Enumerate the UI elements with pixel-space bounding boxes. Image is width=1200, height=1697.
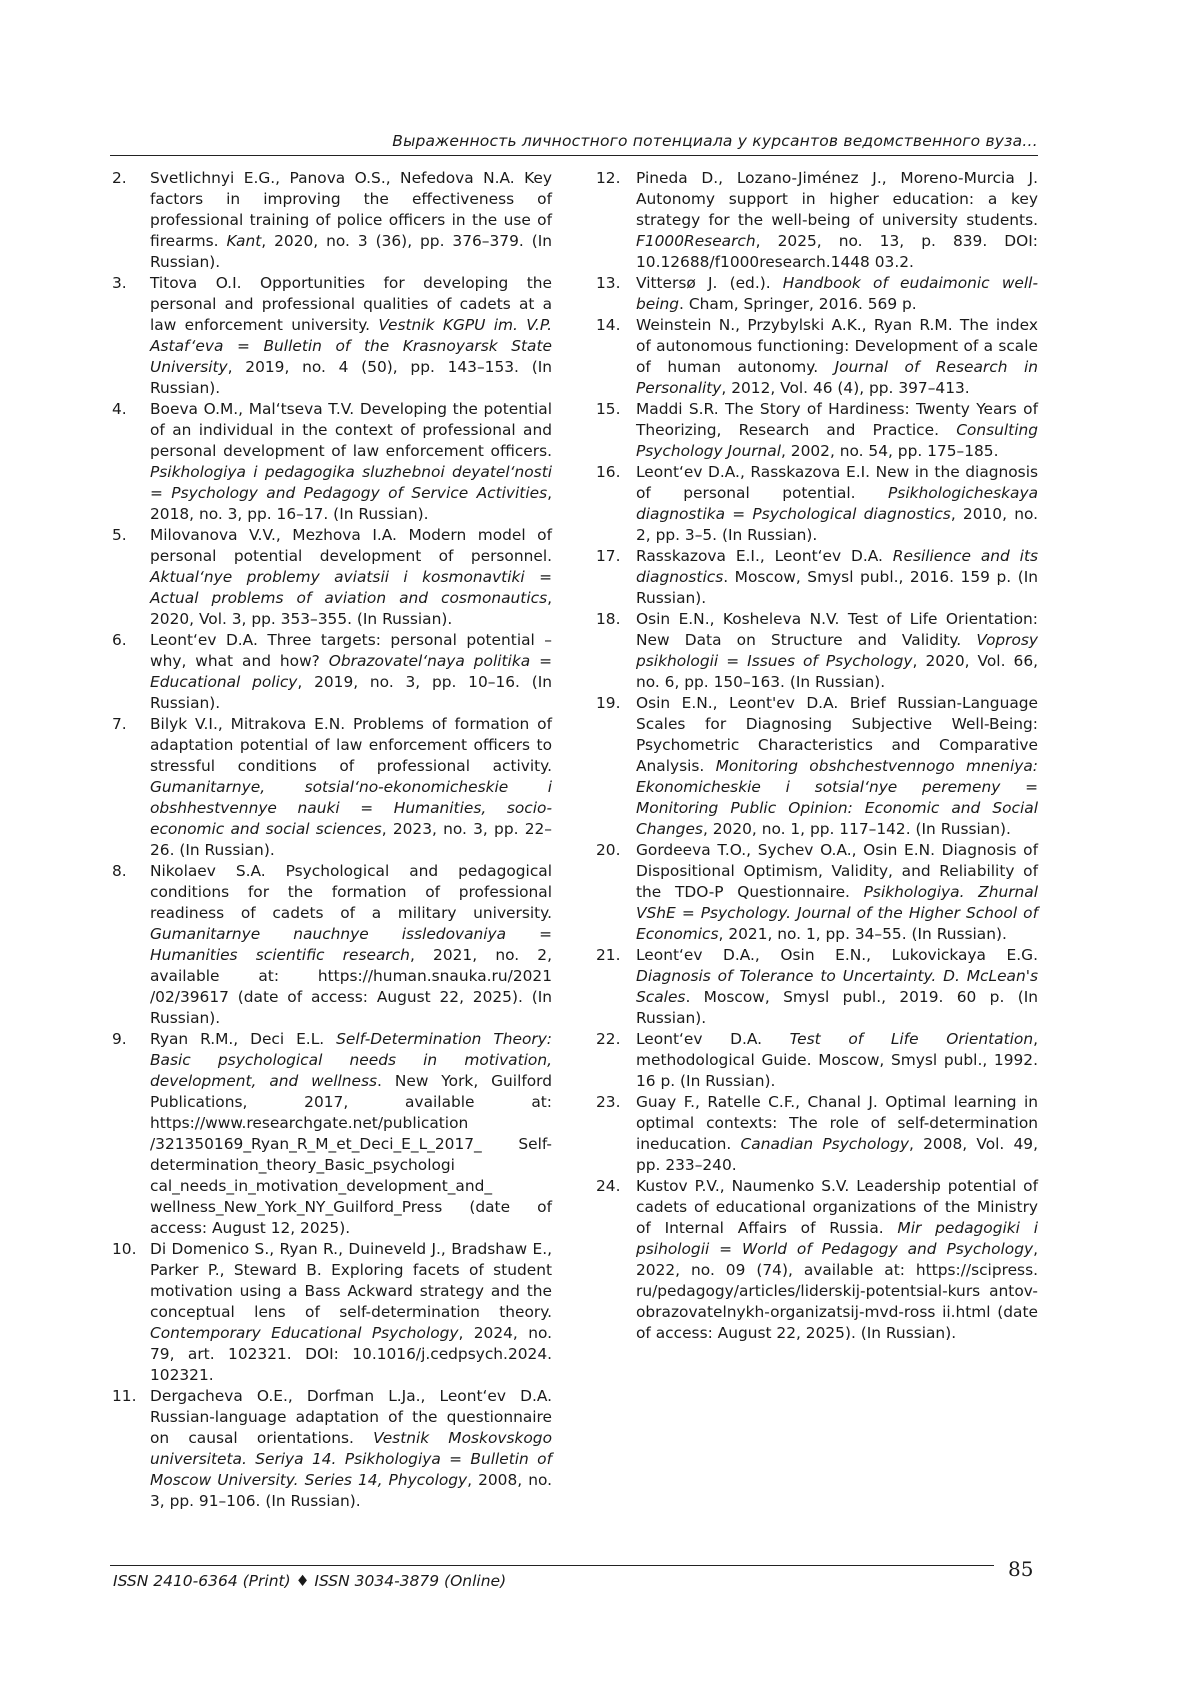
reference-fragment: Leont‘ev D.A., Osin E.N., Lukovickaya E.G. [636, 946, 1038, 964]
reference-item [112, 168, 552, 273]
reference-number: 22. [596, 1030, 621, 1048]
reference-fragment: Bilyk V.I., Mitrakova E.N. Problems of formation of adaptation potential of law enforcement officers to stressful conditions of professional activity. [150, 715, 552, 775]
reference-fragment: Milovanova V.V., Mezhova I.A. Modern model of personal potential development of personnel. [150, 526, 552, 565]
reference-fragment: Nikolaev S.A. Psychological and pedagogical conditions for the formation of professional readiness of cadets of a military university. [150, 862, 552, 922]
footer-rule [110, 1565, 994, 1566]
reference-text [636, 399, 1038, 462]
reference-item [596, 1029, 1038, 1092]
reference-source-title: Kant [226, 232, 262, 250]
reference-fragment: , 2021, no. 2, available at: https://human.snauka.ru/2021 /02/39617 (date of access: August 22, 2025). (In Russian). [150, 946, 552, 1027]
reference-source-title: Aktual‘nye problemy aviatsii i kosmonavtiki = Actual problems of aviation and cosmonautics [150, 568, 552, 607]
reference-fragment: . Moscow, Smysl publ., 2016. 159 p. (In Russian). [636, 568, 1038, 607]
reference-fragment: , 2025, no. 13, p. 839. DOI: 10.12688/f1000research.1448 03.2. [636, 232, 1038, 271]
reference-text [150, 861, 552, 1029]
reference-text [150, 168, 552, 273]
reference-text [636, 315, 1038, 399]
reference-fragment: , 2020, no. 1, pp. 117–142. (In Russian). [702, 820, 1011, 838]
reference-source-title: Diagnosis of Tolerance to Uncertainty. D. McLean's Scales [636, 967, 1038, 1006]
reference-fragment: Dergacheva O.E., Dorfman L.Ja., Leont‘ev D.A. Russian-language adaptation of the questionnaire on causal orientations. [150, 1387, 552, 1447]
reference-number: 3. [112, 274, 127, 292]
reference-fragment: Pineda D., Lozano-Jiménez J., Moreno-Murcia J. Autonomy support in higher education: a key strategy for the well-being of university students. [636, 169, 1038, 229]
issn-line: ISSN 2410-6364 (Print) ♦ ISSN 3034-3879 (Online) [113, 1572, 507, 1590]
reference-item [112, 273, 552, 399]
reference-fragment: , 2019, no. 4 (50), pp. 143–153. (In Russian). [150, 358, 552, 397]
reference-text [150, 399, 552, 525]
reference-source-title: Test of Life Orientation [789, 1030, 1034, 1048]
reference-fragment: , 2008, Vol. 49, pp. 233–240. [636, 1135, 1038, 1174]
reference-fragment: , 2019, no. 3, pp. 10–16. (In Russian). [150, 673, 552, 712]
reference-source-title: Contemporary Educational Psychology [150, 1324, 459, 1342]
reference-number: 23. [596, 1093, 621, 1111]
reference-fragment: , 2020, Vol. 3, pp. 353–355. (In Russian). [150, 589, 552, 628]
reference-text [636, 273, 1038, 315]
reference-fragment: Di Domenico S., Ryan R., Duineveld J., Bradshaw E., Parker P., Steward B. Exploring facets of student motivation using a Bass Ackward strategy and the conceptual lens of self-determination theory. [150, 1240, 552, 1321]
reference-number: 11. [112, 1387, 137, 1405]
reference-fragment: . Moscow, Smysl publ., 2019. 60 p. (In Russian). [636, 988, 1038, 1027]
reference-number: 6. [112, 631, 127, 649]
reference-item [596, 399, 1038, 462]
reference-number: 20. [596, 841, 621, 859]
reference-fragment: . New York, Guilford Publications, 2017, available at: https://www.researchgate.net/publication /321350169_Ryan_R_M_et_Deci_E_L_2017_ Self-determination_theory_Basic_psychologi cal_needs_in_motivation_development_and_ wellness_New_York_NY_Guilford_Press (date of access: August 12, 2025). [150, 1072, 553, 1237]
reference-text [150, 1386, 552, 1512]
reference-fragment: , 2024, no. 79, art. 102321. DOI: 10.1016/j.cedpsych.2024. 102321. [150, 1324, 552, 1384]
reference-source-title: Journal of Research in Personality [636, 358, 1038, 397]
references-left-column [112, 168, 552, 1512]
reference-number: 7. [112, 715, 127, 733]
reference-item [112, 1239, 552, 1386]
reference-fragment: , 2018, no. 3, pp. 16–17. (In Russian). [150, 484, 552, 523]
reference-item [112, 1029, 552, 1239]
reference-fragment: , 2023, no. 3, pp. 22–26. (In Russian). [150, 820, 552, 859]
reference-text [636, 840, 1038, 945]
reference-fragment: Vittersø J. (ed.). [636, 274, 783, 292]
reference-number: 12. [596, 169, 621, 187]
reference-item [596, 462, 1038, 546]
reference-number: 21. [596, 946, 621, 964]
reference-text [150, 714, 552, 861]
reference-text [636, 1176, 1038, 1344]
reference-fragment: Osin E.N., Leont'ev D.A. Brief Russian-Language Scales for Diagnosing Subjective Well-Being: Psychometric Characteristics and Comparative Analysis. [636, 694, 1038, 775]
reference-item [596, 315, 1038, 399]
reference-text [636, 609, 1038, 693]
reference-number: 17. [596, 547, 621, 565]
reference-source-title: Monitoring obshchestvennogo mneniya: Ekonomicheskie i sotsial‘nye peremeny = Monitoring Public Opinion: Economic and Social Changes [636, 757, 1038, 838]
reference-number: 13. [596, 274, 621, 292]
reference-fragment: Maddi S.R. The Story of Hardiness: Twenty Years of Theorizing, Research and Practice. [636, 400, 1038, 439]
reference-source-title: Vestnik KGPU im. V.P. Astaf‘eva = Bulletin of the Krasnoyarsk State University [150, 316, 552, 376]
reference-number: 2. [112, 169, 127, 187]
reference-item [596, 546, 1038, 609]
reference-source-title: Resilience and its diagnostics [636, 547, 1039, 586]
reference-text [636, 945, 1038, 1029]
reference-source-title: Mir pedagogiki i psihologii = World of Pedagogy and Psychology [636, 1219, 1038, 1258]
reference-number: 15. [596, 400, 621, 418]
reference-number: 18. [596, 610, 621, 628]
reference-number: 16. [596, 463, 621, 481]
reference-fragment: , 2010, no. 2, pp. 3–5. (In Russian). [636, 505, 1038, 544]
reference-fragment: , 2008, no. 3, pp. 91–106. (In Russian). [150, 1471, 552, 1510]
reference-text [150, 273, 552, 399]
header-rule [110, 155, 1038, 156]
reference-item [112, 1386, 552, 1512]
reference-source-title: Handbook of eudaimonic well-being [636, 274, 1038, 313]
reference-text [150, 630, 552, 714]
reference-fragment: , 2002, no. 54, pp. 175–185. [781, 442, 999, 460]
reference-source-title: Psikhologiya i pedagogika sluzhebnoi deyatel‘nosti = Psychology and Pedagogy of Service Activities [150, 463, 552, 502]
reference-fragment: Leont‘ev D.A., Rasskazova E.I. New in the diagnosis of personal potential. [636, 463, 1038, 502]
reference-source-title: Psikhologiya. Zhurnal VShE = Psychology. Journal of the Higher School of Economics [636, 883, 1039, 943]
reference-fragment: , 2020, no. 3 (36), pp. 376–379. (In Russian). [150, 232, 552, 271]
reference-number: 8. [112, 862, 127, 880]
reference-fragment: , 2021, no. 1, pp. 34–55. (In Russian). [718, 925, 1007, 943]
reference-number: 19. [596, 694, 621, 712]
reference-text [636, 693, 1038, 840]
reference-item [596, 273, 1038, 315]
reference-source-title: Gumanitarnye nauchnye issledovaniya = Humanities scientific research [150, 925, 552, 964]
reference-fragment: Kustov P.V., Naumenko S.V. Leadership potential of cadets of educational organizations of the Ministry of Internal Affairs of Russia. [636, 1177, 1038, 1237]
reference-item [112, 525, 552, 630]
reference-fragment: Leont‘ev D.A. [636, 1030, 790, 1048]
reference-item [596, 1092, 1038, 1176]
reference-fragment: , 2012, Vol. 46 (4), pp. 397–413. [721, 379, 970, 397]
reference-fragment: Rasskazova E.I., Leont‘ev D.A. [636, 547, 893, 565]
reference-item [112, 630, 552, 714]
reference-text [636, 546, 1038, 609]
reference-fragment: Guay F., Ratelle C.F., Chanal J. Optimal learning in optimal contexts: The role of self-determination ineducation. [636, 1093, 1038, 1153]
reference-item [596, 609, 1038, 693]
reference-text [150, 1029, 552, 1239]
reference-fragment: Svetlichnyi E.G., Panova O.S., Nefedova N.A. Key factors in improving the effectiveness of professional training of police officers in the use of firearms. [150, 169, 552, 250]
reference-text [636, 1029, 1038, 1092]
reference-item [596, 168, 1038, 273]
reference-number: 10. [112, 1240, 137, 1258]
reference-item [596, 945, 1038, 1029]
reference-number: 9. [112, 1030, 127, 1048]
reference-text [150, 1239, 552, 1386]
reference-source-title: Voprosy psikhologii = Issues of Psychology [636, 631, 1038, 670]
reference-text [150, 525, 552, 630]
reference-fragment: . Cham, Springer, 2016. 569 p. [679, 295, 917, 313]
reference-fragment: Osin E.N., Kosheleva N.V. Test of Life Orientation: New Data on Structure and Validity. [636, 610, 1038, 649]
reference-source-title: Self-Determination Theory: Basic psychological needs in motivation, development, and wellness [150, 1030, 552, 1090]
running-title: Выраженность личностного потенциала у курсантов ведомственного вуза… [392, 132, 1038, 150]
reference-item [596, 1176, 1038, 1344]
reference-number: 5. [112, 526, 127, 544]
reference-item [596, 840, 1038, 945]
reference-source-title: Gumanitarnye, sotsial‘no-ekonomicheskie i obshhestvennye nauki = Humanities, socio-economic and social sciences [150, 778, 552, 838]
reference-item [112, 399, 552, 525]
reference-fragment: Gordeeva T.O., Sychev O.A., Osin E.N. Diagnosis of Dispositional Optimism, Validity, and Reliability of the TDO-P Questionnaire. [636, 841, 1038, 901]
reference-text [636, 1092, 1038, 1176]
reference-source-title: Vestnik Moskovskogo universiteta. Seriya 14. Psikhologiya = Bulletin of Moscow University. Series 14, Phycology [150, 1429, 552, 1489]
references-right-column [596, 168, 1038, 1344]
reference-fragment: , methodological Guide. Moscow, Smysl publ., 1992. 16 p. (In Russian). [636, 1030, 1038, 1090]
reference-source-title: Obrazovatel‘naya politika = Educational policy [150, 652, 552, 691]
reference-item [112, 861, 552, 1029]
reference-fragment: Weinstein N., Przybylski A.K., Ryan R.M. The index of autonomous functioning: Development of a scale of human autonomy. [636, 316, 1038, 376]
reference-fragment: , 2020, Vol. 66, no. 6, pp. 150–163. (In Russian). [636, 652, 1039, 691]
reference-fragment: Leont‘ev D.A. Three targets: personal potential – why, what and how? [150, 631, 552, 670]
reference-source-title: F1000Research [636, 232, 756, 250]
reference-number: 24. [596, 1177, 621, 1195]
reference-fragment: Titova O.I. Opportunities for developing the personal and professional qualities of cadets at a law enforcement university. [150, 274, 552, 334]
page-number: 85 [1008, 1557, 1034, 1581]
reference-fragment: Ryan R.M., Deci E.L. [150, 1030, 337, 1048]
reference-fragment: , 2022, no. 09 (74), available at: https://scipress. ru/pedagogy/articles/liderskij-potentsial-kurs antov-obrazovatelnykh-organizatsij-mvd-ross ii.html (date of access: August 22, 2025). (In Russian). [636, 1240, 1038, 1342]
reference-item [112, 714, 552, 861]
reference-source-title: Consulting Psychology Journal [636, 421, 1038, 460]
reference-text [636, 462, 1038, 546]
reference-text [636, 168, 1038, 273]
reference-number: 4. [112, 400, 127, 418]
reference-number: 14. [596, 316, 621, 334]
reference-source-title: Canadian Psychology [740, 1135, 909, 1153]
reference-fragment: Boeva O.M., Mal‘tseva T.V. Developing the potential of an individual in the context of professional and personal development of law enforcement officers. [150, 400, 552, 460]
reference-source-title: Psikhologicheskaya diagnostika = Psychological diagnostics [636, 484, 1038, 523]
reference-item [596, 693, 1038, 840]
